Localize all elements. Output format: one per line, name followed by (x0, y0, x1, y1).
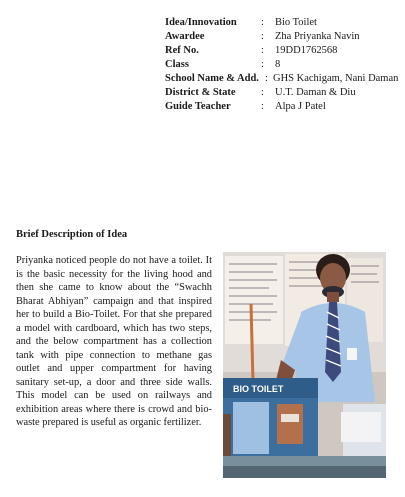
project-photo-illustration (223, 252, 386, 478)
section-title: Brief Description of Idea (16, 229, 128, 240)
detail-label: School Name & Add. (165, 73, 259, 84)
detail-value: 19DD1762568 (275, 45, 338, 56)
detail-value: GHS Kachigam, Nani Daman (273, 73, 399, 84)
detail-row-school: School Name & Add. : GHS Kachigam, Nani Daman (165, 73, 399, 84)
detail-label: Guide Teacher (165, 101, 231, 112)
project-photo (223, 252, 386, 478)
detail-label: Idea/Innovation (165, 17, 237, 28)
detail-label: Awardee (165, 31, 205, 42)
detail-value: 8 (275, 59, 281, 70)
detail-row-ref-no: Ref No. : 19DD1762568 (165, 45, 338, 56)
detail-row-idea: Idea/Innovation : Bio Toilet (165, 17, 317, 28)
detail-row-guide-teacher: Guide Teacher : Alpa J Patel (165, 101, 326, 112)
detail-row-district: District & State : U.T. Daman & Diu (165, 87, 356, 98)
detail-row-class: Class : 8 (165, 59, 281, 70)
awardee-details (165, 16, 398, 114)
detail-value: Zha Priyanka Navin (275, 31, 360, 42)
detail-value: Bio Toilet (275, 17, 317, 28)
detail-value: Alpa J Patel (275, 101, 326, 112)
detail-label: Ref No. (165, 45, 199, 56)
description-text: Priyanka noticed people do not have a toilet. It is the basic necessity for the living hood and then she came to know about the “Swachh Bharat Abhiyan” campaign and that inspired her to build a Bio-Toilet. For that she prepared a model with cardboard, which has two steps, and the below compartment has a collection tank with pipe connection to methane gas outlet and upper compartment for having sanitary set-up, a door and three side walls. This model can be used on railways and exhibition areas where there is crowd and bio-waste prepared is useful as organic fertilizer. (16, 255, 212, 428)
detail-row-awardee: Awardee : Zha Priyanka Navin (165, 31, 360, 42)
svg-text:BIO TOILET: BIO TOILET (233, 384, 284, 394)
detail-value: U.T. Daman & Diu (275, 87, 356, 98)
detail-label: District & State (165, 87, 236, 98)
model-sign (223, 378, 318, 398)
detail-label: Class (165, 59, 189, 70)
